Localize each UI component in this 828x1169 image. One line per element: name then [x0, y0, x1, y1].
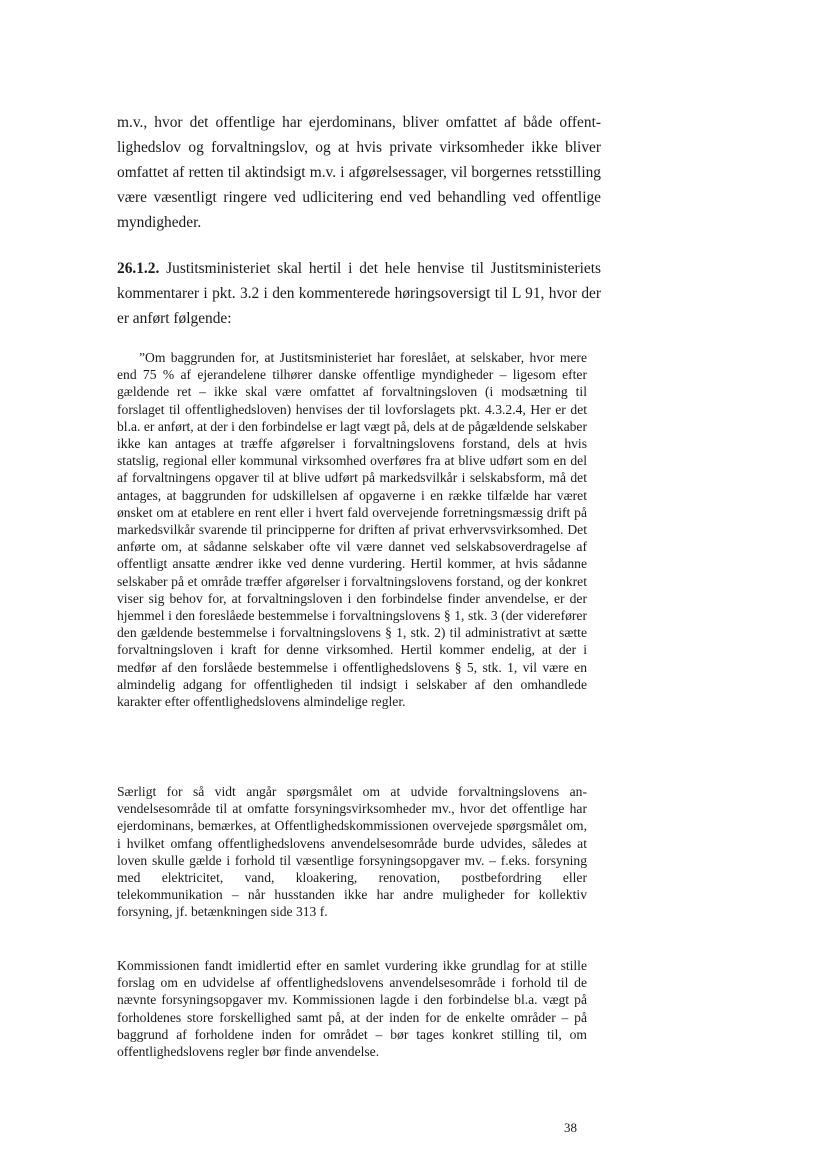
paragraph-2-wrapper — [117, 256, 601, 331]
block-quote-3 — [117, 957, 587, 1060]
quote-paragraph-2: Særligt for så vidt angår spørgsmålet om at udvide forvaltningslovens anvendelsesområde til at omfatte forsyningsvirksomheder mv., hvor det offentlige har ejerdominans, bemærkes, at Offentlighedskommissionen overvejede spørgsmålet om, i hvilket omfang offentlighedslovens anvendelsesområde burde udvides, således at loven skulle gælde i forhold til væsentlige forsyningsopgaver mv. – f.eks. forsyning med elektricitet, vand, kloakering, renovation, postbefordring eller telekommunikation – når husstanden ikke har andre muligheder for kollektiv forsyning, jf. betænkningen side 313 f. — [117, 784, 587, 920]
paragraph-2: Justitsministeriet skal hertil i det hele henvise til Justitsministeriets kommentarer i pkt. 3.2 i den kommenterede høringsoversigt til L 91, hvor der er anført følgende: — [117, 260, 601, 327]
body-paragraph-section — [117, 256, 601, 331]
paragraph-1: m.v., hvor det offentlige har ejerdominans, bliver omfattet af både offentlighedslov og forvaltningslov, og at hvis private virksomheder ikke bliver omfattet af retten til aktindsigt m.v. i afgørelsessager, vil borgernes retsstilling være væsentligt ringere ved udlicitering end ved behandling ved offentlige myndigheder. — [117, 114, 601, 231]
quote-paragraph-1 — [117, 349, 587, 710]
body-paragraph-intro — [117, 110, 601, 235]
block-quote-2 — [117, 783, 587, 921]
block-quote-1 — [117, 349, 587, 710]
quote-paragraph-3: Kommissionen fandt imidlertid efter en samlet vurdering ikke grundlag for at stille forslag om en udvidelse af offentlighedslovens anvendelsesområde i forhold til de nævnte forsyningsopgaver mv. Kommissionen lagde i den forbindelse bl.a. vægt på forholdenes store forskellighed samt på, at der inden for de enkelte områder – på baggrund af forholdene inden for området – bør tages konkret stilling til, om offentlighedslovens regler bør finde anvendelse. — [117, 958, 587, 1060]
quote-1-text: ”Om baggrunden for, at Justitsministeriet har foreslået, at selskaber, hvor mere end 75 % af ejerandelene tilhører danske offentlige myndigheder – ligesom efter gældende ret – ikke skal være omfattet af forvaltningsloven (i modsætning til forslaget til offentlighedsloven) henvises der til lovforslagets pkt. 4.3.2.4, Her er det bl.a. er anført, at der i den forbindelse er lagt vægt på, dels at de pågældende selskaber ikke kan antages at træffe afgørelser i forvaltningslovens forstand, dels at hvis statslig, regional eller kommunal virksomhed overføres fra at blive udført som en del af forvaltningens opgaver til at blive udført på markedsvilkår i selskabsform, må det antages, at baggrunden for udskillelsen af opgaverne i en række tilfælde har været ønsket om at etablere en rent eller i hvert fald overvejende forretningsmæssig drift på markedsvilkår svarende til principperne for driften af privat erhvervsvirksomhed. Det anførte om, at sådanne selskaber ofte vil være dannet ved selskabsoverdragelse af offentligt ansatte ændrer ikke ved denne vurdering. Hertil kommer, at hvis sådanne selskaber på et område træffer afgørelser i forvaltningslovens forstand, og der konkret viser sig behov for, at forvaltningsloven i den forbindelse finder anvendelse, er der hjemmel i den foreslåede bestemmelse i forvaltningslovens § 1, stk. 3 (der viderefører den gældende bestemmelse i forvaltningslovens § 1, stk. 2) til administrativt at sætte forvaltningsloven i kraft for denne virksomhed. Hertil kommer endelig, at der i medfør af den forslåede bestemmelse i offentlighedslovens § 5, stk. 1, vil være en almindelig adgang for offentligheden til indsigt i selskaber af den omhandlede karakter efter offentlighedslovens almindelige regler. — [117, 350, 587, 710]
page-number: 38 — [564, 1120, 577, 1135]
section-number: 26.1.2. — [117, 260, 160, 277]
